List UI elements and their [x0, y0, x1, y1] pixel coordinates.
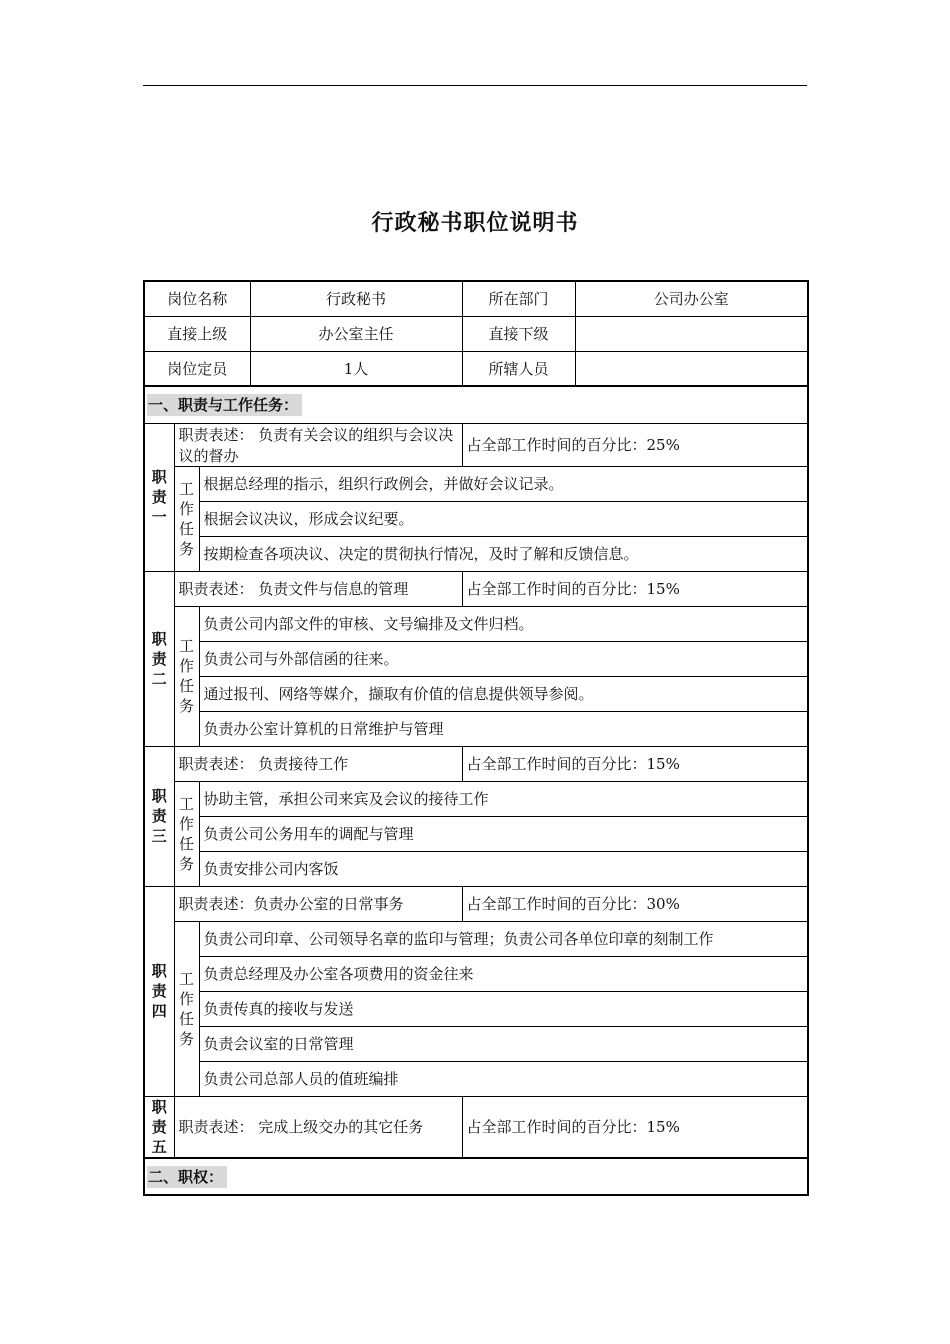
headcount-value: 1人	[250, 351, 462, 386]
task-row	[144, 921, 808, 956]
duty-row	[144, 1096, 808, 1158]
page-title: 行政秘书职位说明书	[371, 211, 579, 236]
duty-label: 职责二	[144, 571, 174, 746]
task-row	[144, 1061, 808, 1096]
duty-label: 职责四	[144, 886, 174, 1096]
task-row	[144, 711, 808, 746]
task-label: 工作任务	[174, 781, 199, 886]
duty-description: 职责表述： 负责文件与信息的管理	[174, 571, 462, 606]
task-row	[144, 676, 808, 711]
task-item: 负责总经理及办公室各项费用的资金往来	[199, 956, 808, 991]
duty-description: 职责表述：负责办公室的日常事务	[174, 886, 462, 921]
task-item: 负责安排公司内客饭	[199, 851, 808, 886]
task-row	[144, 606, 808, 641]
section-heading: 二、职权：	[144, 1158, 808, 1195]
info-row	[144, 281, 808, 316]
task-row	[144, 641, 808, 676]
info-row	[144, 316, 808, 351]
task-label: 工作任务	[174, 466, 199, 571]
task-row	[144, 956, 808, 991]
section-row	[144, 1158, 808, 1195]
task-item: 根据会议决议，形成会议纪要。	[199, 501, 808, 536]
task-item: 负责公司与外部信函的往来。	[199, 641, 808, 676]
header-rule	[143, 85, 807, 86]
duty-row	[144, 423, 808, 466]
task-item: 负责办公室计算机的日常维护与管理	[199, 711, 808, 746]
task-row	[144, 781, 808, 816]
duty-description: 职责表述： 负责有关会议的组织与会议决议的督办	[174, 423, 462, 466]
duty-row	[144, 746, 808, 781]
section-heading: 一、职责与工作任务：	[144, 386, 808, 423]
task-label: 工作任务	[174, 606, 199, 746]
subordinate-value	[575, 316, 808, 351]
position-name-label: 岗位名称	[144, 281, 250, 316]
task-item: 根据总经理的指示，组织行政例会，并做好会议记录。	[199, 466, 808, 501]
task-item: 负责传真的接收与发送	[199, 991, 808, 1026]
superior-value: 办公室主任	[250, 316, 462, 351]
task-label: 工作任务	[174, 921, 199, 1096]
duty-label: 职责三	[144, 746, 174, 886]
managed-label: 所辖人员	[462, 351, 575, 386]
duty-percentage: 占全部工作时间的百分比：15%	[462, 1096, 808, 1158]
info-row	[144, 351, 808, 386]
task-item: 负责公司印章、公司领导名章的监印与管理；负责公司各单位印章的刻制工作	[199, 921, 808, 956]
task-item: 负责公司公务用车的调配与管理	[199, 816, 808, 851]
task-item: 协助主管，承担公司来宾及会议的接待工作	[199, 781, 808, 816]
duty-label: 职责五	[144, 1096, 174, 1158]
managed-value	[575, 351, 808, 386]
duty-label: 职责一	[144, 423, 174, 571]
task-row	[144, 1026, 808, 1061]
job-description-table	[143, 280, 809, 1196]
task-item: 通过报刊、网络等媒介，撷取有价值的信息提供领导参阅。	[199, 676, 808, 711]
department-value: 公司办公室	[575, 281, 808, 316]
duty-percentage: 占全部工作时间的百分比：25%	[462, 423, 808, 466]
task-row	[144, 501, 808, 536]
task-item: 负责会议室的日常管理	[199, 1026, 808, 1061]
subordinate-label: 直接下级	[462, 316, 575, 351]
duty-description: 职责表述： 完成上级交办的其它任务	[174, 1096, 462, 1158]
superior-label: 直接上级	[144, 316, 250, 351]
task-item: 负责公司内部文件的审核、文号编排及文件归档。	[199, 606, 808, 641]
task-row	[144, 851, 808, 886]
duty-percentage: 占全部工作时间的百分比：15%	[462, 746, 808, 781]
task-row	[144, 816, 808, 851]
duty-percentage: 占全部工作时间的百分比：15%	[462, 571, 808, 606]
duty-description: 职责表述： 负责接待工作	[174, 746, 462, 781]
position-name-value: 行政秘书	[250, 281, 462, 316]
task-item: 负责公司总部人员的值班编排	[199, 1061, 808, 1096]
section-row	[144, 386, 808, 423]
headcount-label: 岗位定员	[144, 351, 250, 386]
duty-row	[144, 886, 808, 921]
duty-percentage: 占全部工作时间的百分比：30%	[462, 886, 808, 921]
task-row	[144, 991, 808, 1026]
department-label: 所在部门	[462, 281, 575, 316]
duty-row	[144, 571, 808, 606]
task-row	[144, 536, 808, 571]
task-row	[144, 466, 808, 501]
task-item: 按期检查各项决议、决定的贯彻执行情况，及时了解和反馈信息。	[199, 536, 808, 571]
